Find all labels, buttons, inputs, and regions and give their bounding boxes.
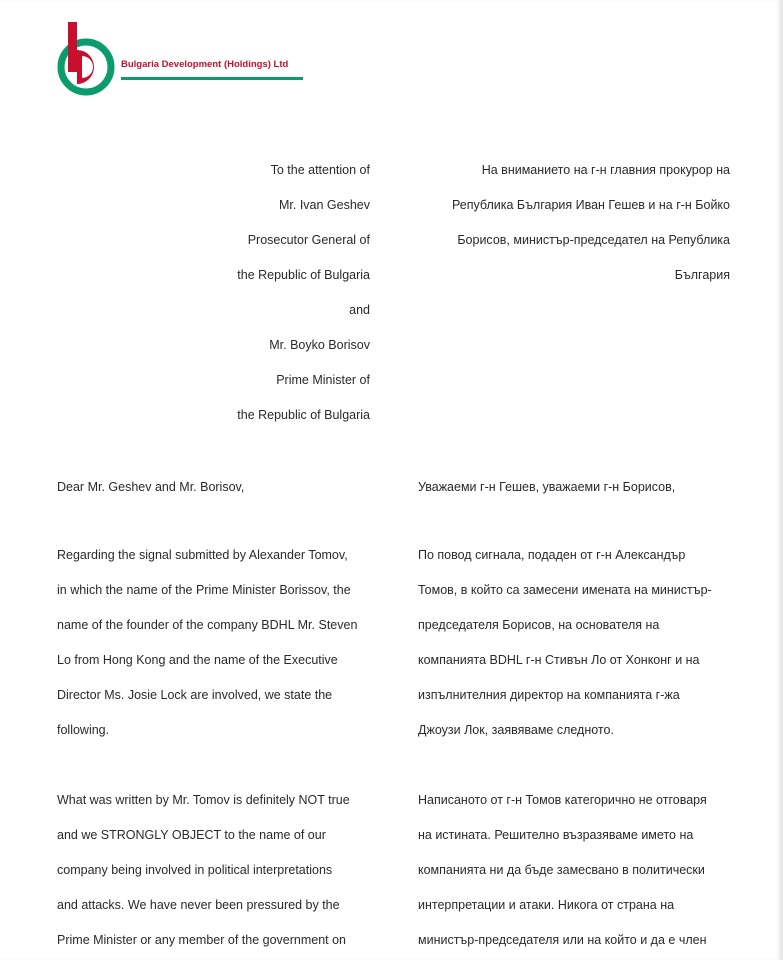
salutation-en: Dear Mr. Geshev and Mr. Borisov, bbox=[57, 480, 245, 494]
paragraph1-bg-line: изпълнителния директор на компанията г-жа bbox=[418, 688, 680, 702]
paragraph2-en-line: company being involved in political interpretations bbox=[57, 863, 333, 877]
address-en-line: Mr. Ivan Geshev bbox=[278, 198, 370, 212]
salutation-bg: Уважаеми г-н Гешев, уважаеми г-н Борисов, bbox=[418, 480, 676, 494]
address-en-line: the Republic of Bulgaria bbox=[237, 408, 370, 422]
paragraph2-en-line: and we STRONGLY OBJECT to the name of our bbox=[57, 828, 326, 842]
paragraph2-bg-line: компанията ни да бъде замесвано в политически bbox=[418, 863, 705, 877]
address-en-line: Prosecutor General of bbox=[247, 233, 370, 247]
bdhl-logo-icon bbox=[55, 20, 121, 100]
paragraph1-bg-line: председателя Борисов, на основателя на bbox=[418, 618, 660, 632]
paragraph1-bg-line: По повод сигнала, подаден от г-н Александър bbox=[418, 548, 686, 562]
paragraph1-en-line: Lo from Hong Kong and the name of the Executive bbox=[57, 653, 338, 667]
address-en-line: Prime Minister of bbox=[276, 373, 370, 387]
address-bg-line: Борисов, министър-председател на Република bbox=[457, 233, 730, 247]
address-en-line: the Republic of Bulgaria bbox=[237, 268, 370, 282]
company-name: Bulgaria Development (Holdings) Ltd bbox=[121, 59, 289, 70]
paragraph2-en-line: and attacks. We have never been pressured by the bbox=[57, 898, 340, 912]
address-bg-line: България bbox=[674, 268, 730, 282]
address-en-line: To the attention of bbox=[270, 163, 370, 177]
address-bg-line: Република България Иван Гешев и на г-н Бойко bbox=[451, 198, 730, 212]
paragraph1-bg-line: компанията BDHL г-н Стивън Ло от Хонконг и на bbox=[418, 653, 700, 667]
paragraph1-bg-line: Джоузи Лок, заявяваме следното. bbox=[418, 723, 614, 737]
paragraph1-en-line: in which the name of the Prime Minister Borissov, the bbox=[57, 583, 351, 597]
letterhead-logo bbox=[55, 20, 305, 100]
paragraph1-en-line: following. bbox=[57, 723, 110, 737]
address-en-line: Mr. Boyko Borisov bbox=[269, 338, 370, 352]
address-bg-line: На вниманието на г-н главния прокурор на bbox=[481, 163, 730, 177]
address-en-line: and bbox=[349, 303, 370, 317]
letterhead-rule bbox=[121, 77, 303, 80]
paragraph2-bg-line: интерпретации и атаки. Никога от страна на bbox=[418, 898, 675, 912]
paragraph2-en-line: What was written by Mr. Tomov is definitely NOT true bbox=[57, 793, 350, 807]
paragraph1-bg-line: Томов, в който са замесени имената на министър- bbox=[418, 583, 712, 597]
paragraph2-bg-line: на истината. Решително възразяваме името на bbox=[418, 828, 694, 842]
paragraph2-en-line: Prime Minister or any member of the government on bbox=[57, 933, 347, 947]
paragraph2-bg-line: Написаното от г-н Томов категорично не отговаря bbox=[418, 793, 707, 807]
paragraph2-bg-line: министър-председателя или на който и да е член bbox=[418, 933, 707, 947]
paragraph1-en-line: Regarding the signal submitted by Alexander Tomov, bbox=[57, 548, 348, 562]
paragraph1-en-line: Director Ms. Josie Lock are involved, we state the bbox=[57, 688, 333, 702]
paragraph1-en-line: name of the founder of the company BDHL Mr. Steven bbox=[57, 618, 358, 632]
